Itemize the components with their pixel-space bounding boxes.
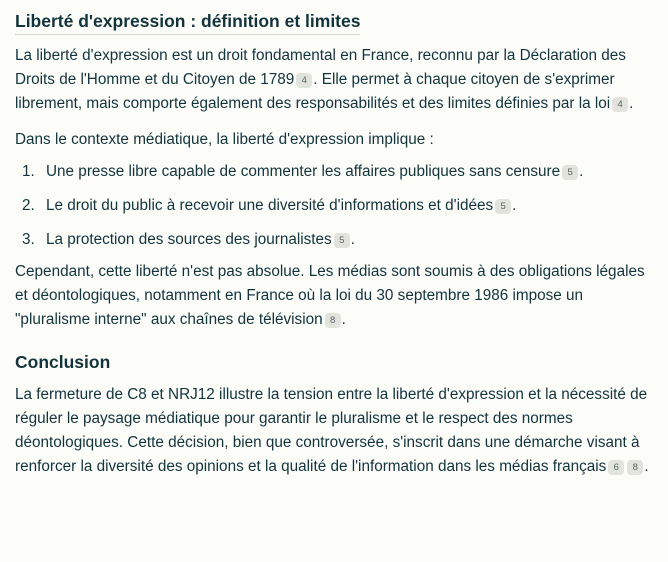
paragraph-text: La liberté d'expression est un droit fondamental en France, reconnu par la Déclaration des Droits de l'Homme et du Citoyen de 1789 xyxy=(15,47,626,88)
list-item-text: Une presse libre capable de commenter les affaires publiques sans censure xyxy=(46,163,561,180)
paragraph-text: La fermeture de C8 et NRJ12 illustre la tension entre la liberté d'expression et la nécessité de réguler le paysage médiatique pour garantir le pluralisme et le respect des normes déontologiques. Cette décision, bien que controversée, s'inscrit dans une démarche visant à renforcer la diversité des opinions et la qualité de l'information dans les médias français xyxy=(15,386,648,475)
list-item xyxy=(15,160,655,184)
list-number: 2. xyxy=(22,197,35,214)
conclusion-title: Conclusion xyxy=(15,352,111,372)
list-number: 3. xyxy=(22,231,35,248)
paragraph-text: . xyxy=(341,311,346,328)
paragraph-text: . xyxy=(629,95,634,112)
paragraph-text: . Elle permet à chaque citoyen de s'exprimer librement, mais comporte également des responsabilités et des limites définies par la loi xyxy=(15,71,615,112)
paragraph-conclusion xyxy=(15,383,655,479)
list-item-end: . xyxy=(512,197,517,214)
list-item-text: La protection des sources des journalistes xyxy=(46,231,332,248)
section-title-text: Liberté d'expression : définition et limites xyxy=(15,8,360,35)
citation-badge[interactable]: 4 xyxy=(612,97,628,112)
paragraph-context: Dans le contexte médiatique, la liberté d'expression implique : xyxy=(15,131,434,148)
paragraph-text: . xyxy=(644,458,649,475)
paragraph-definition xyxy=(15,44,655,116)
list-item xyxy=(15,228,655,252)
list-item xyxy=(15,194,655,218)
list-item-text: Le droit du public à recevoir une diversité d'informations et d'idées xyxy=(46,197,494,214)
citation-badge[interactable]: 5 xyxy=(495,199,511,214)
numbered-list xyxy=(15,160,655,252)
paragraph-limits xyxy=(15,260,655,332)
list-number: 1. xyxy=(22,163,35,180)
citation-badge[interactable]: 6 xyxy=(608,460,624,475)
citation-badge[interactable]: 5 xyxy=(334,233,350,248)
citation-badge[interactable]: 8 xyxy=(627,460,643,475)
section-title xyxy=(15,8,655,35)
citation-badge[interactable]: 5 xyxy=(562,165,578,180)
citation-badge[interactable]: 4 xyxy=(296,73,312,88)
list-item-end: . xyxy=(579,163,584,180)
answer-body xyxy=(15,8,655,479)
citation-badge[interactable]: 8 xyxy=(325,313,341,328)
paragraph-text: Cependant, cette liberté n'est pas absolue. Les médias sont soumis à des obligations légales et déontologiques, notamment en France où la loi du 30 septembre 1986 impose un "pluralisme interne" aux chaînes de télévision xyxy=(15,263,645,328)
list-item-end: . xyxy=(350,231,355,248)
